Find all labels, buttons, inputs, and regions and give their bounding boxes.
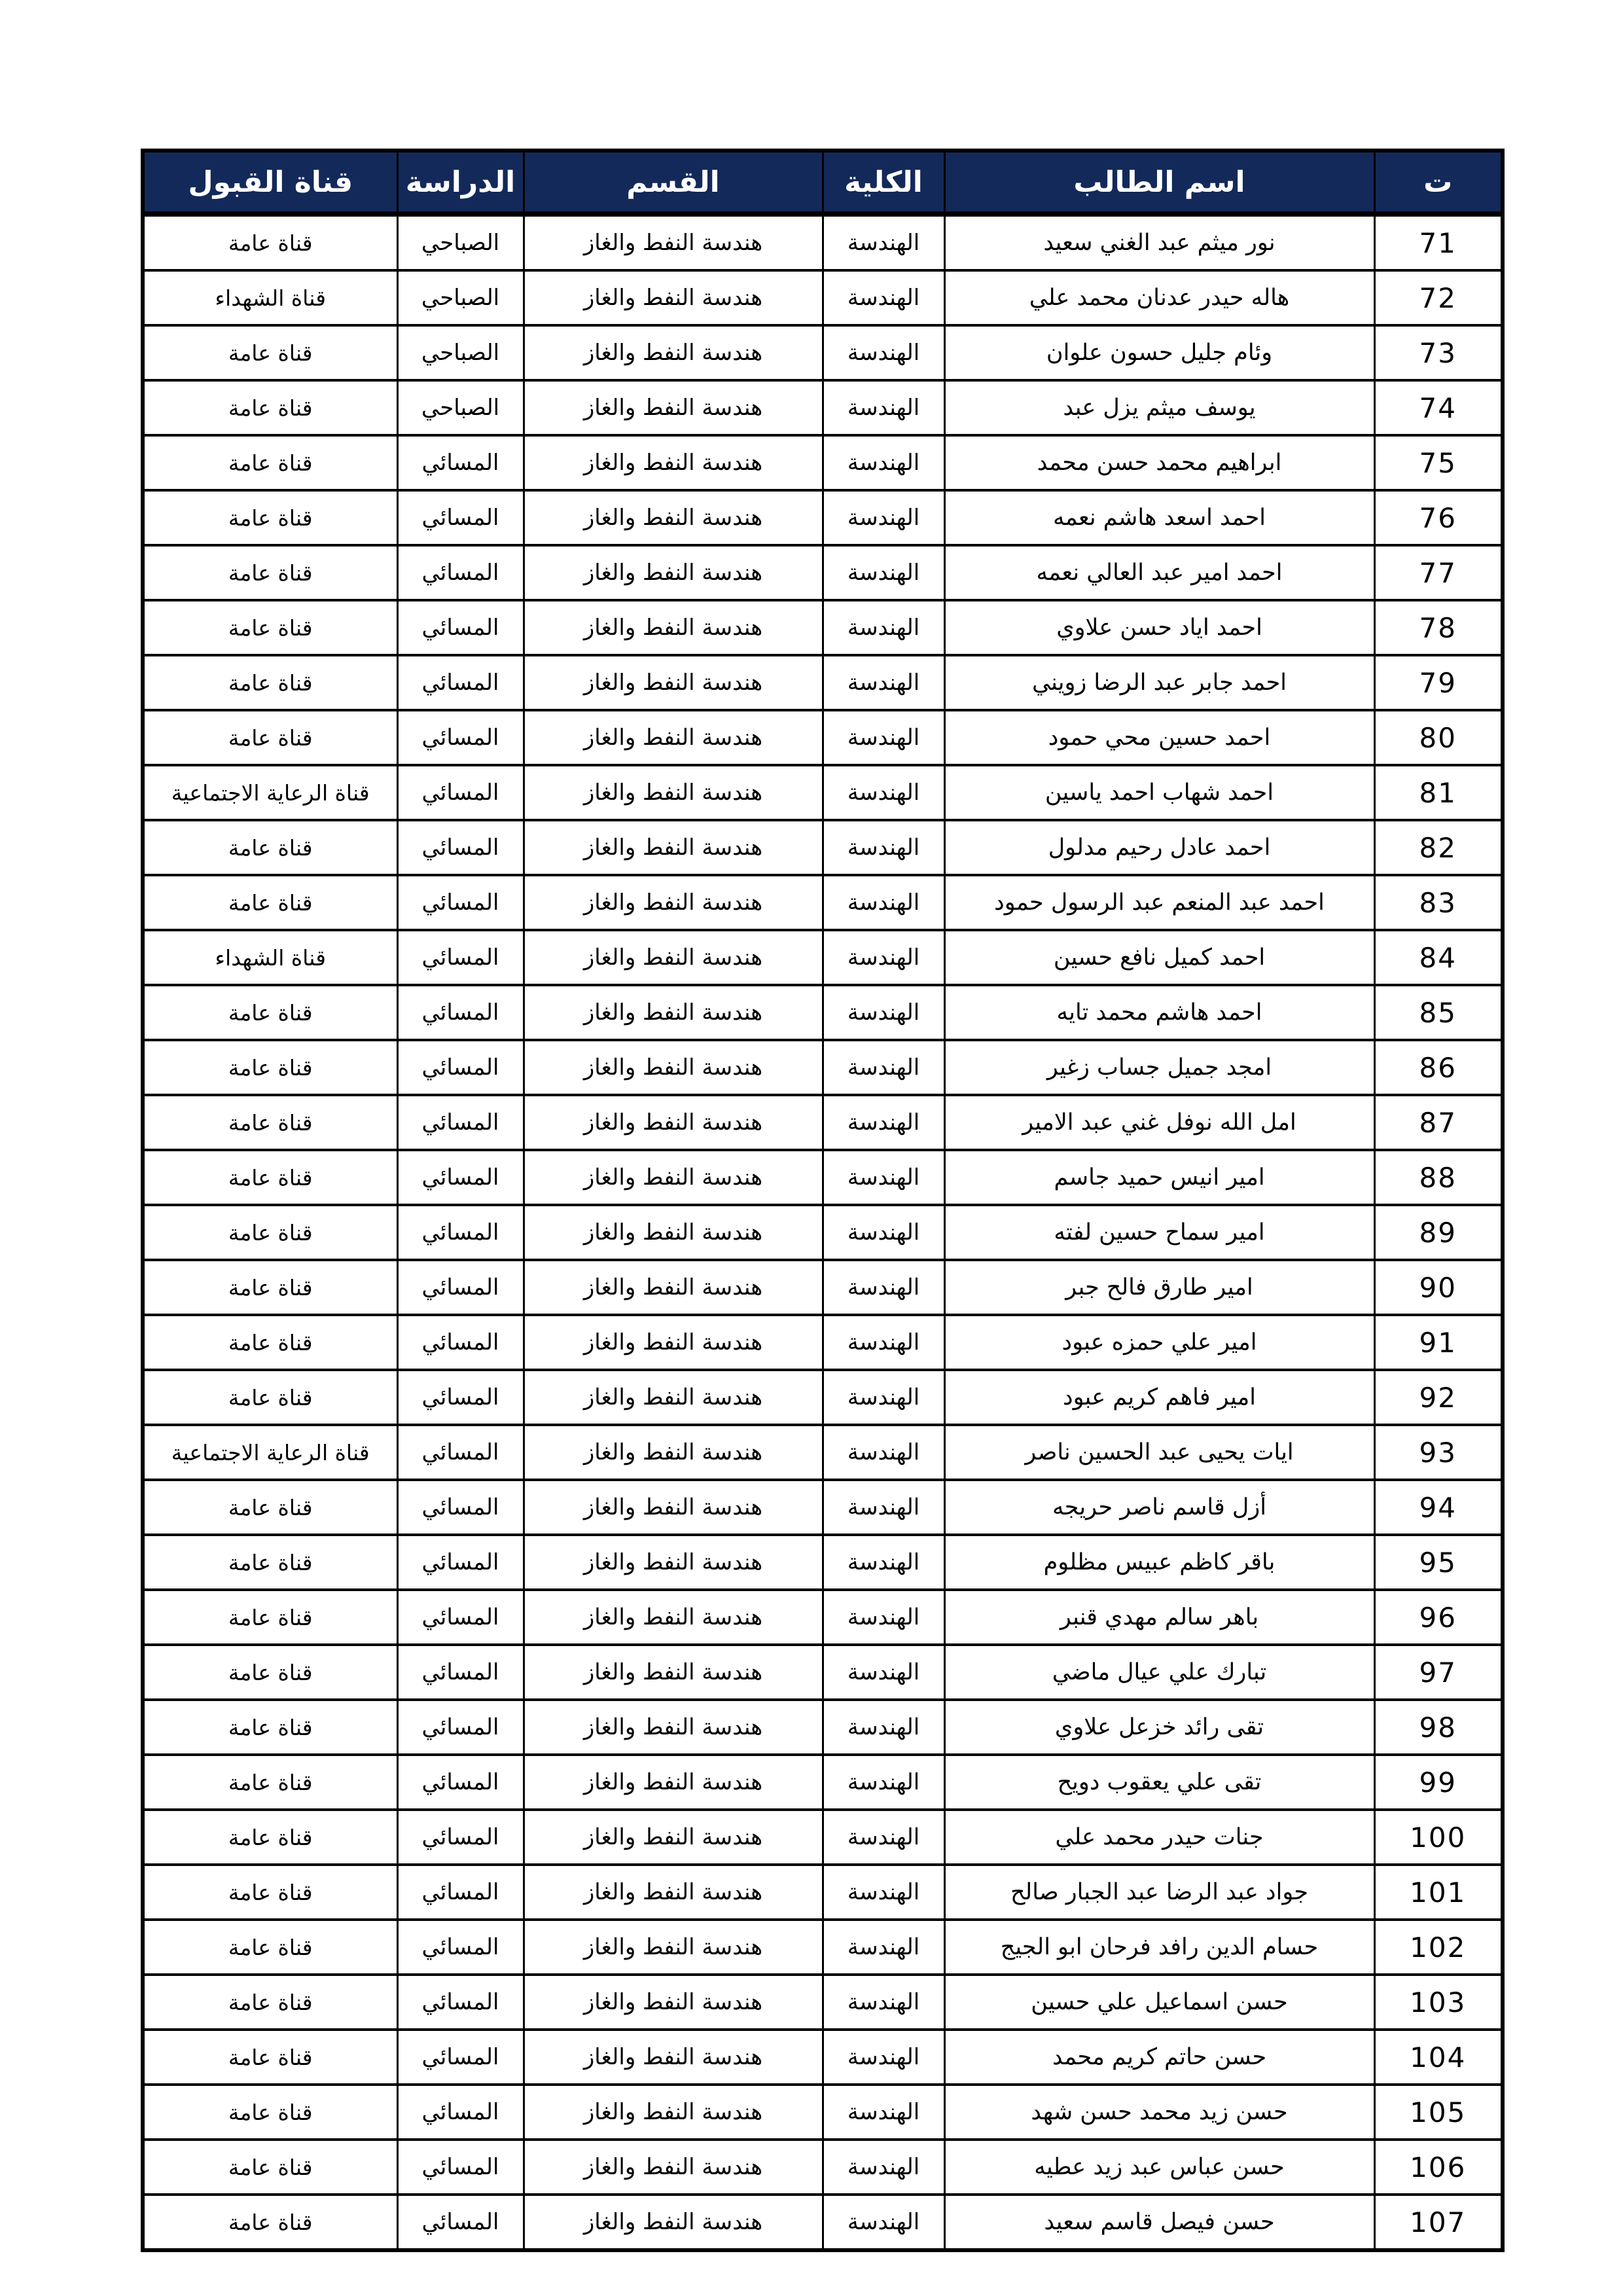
cell-college: الهندسة	[823, 765, 944, 820]
cell-serial: 75	[1374, 435, 1503, 490]
cell-name: باهر سالم مهدي قنبر	[944, 1590, 1374, 1645]
cell-college: الهندسة	[823, 545, 944, 600]
cell-serial: 102	[1374, 1920, 1503, 1975]
cell-study: المسائي	[397, 710, 524, 765]
cell-department: هندسة النفط والغاز	[524, 1095, 823, 1150]
cell-name: احمد جابر عبد الرضا زويني	[944, 655, 1374, 710]
cell-college: الهندسة	[823, 1865, 944, 1920]
cell-department: هندسة النفط والغاز	[524, 1700, 823, 1755]
cell-study: الصباحي	[397, 270, 524, 325]
cell-department: هندسة النفط والغاز	[524, 1260, 823, 1315]
cell-college: الهندسة	[823, 1150, 944, 1205]
cell-name: احمد اياد حسن علاوي	[944, 600, 1374, 655]
cell-department: هندسة النفط والغاز	[524, 435, 823, 490]
cell-study: المسائي	[397, 1040, 524, 1095]
cell-serial: 87	[1374, 1095, 1503, 1150]
cell-channel: قناة عامة	[143, 1590, 397, 1645]
cell-channel: قناة عامة	[143, 2140, 397, 2195]
column-header-name: اسم الطالب	[944, 151, 1374, 214]
cell-department: هندسة النفط والغاز	[524, 710, 823, 765]
column-header-serial: ت	[1374, 151, 1503, 214]
cell-name: حسن زيد محمد حسن شهد	[944, 2085, 1374, 2140]
cell-name: ابراهيم محمد حسن محمد	[944, 435, 1374, 490]
cell-channel: قناة عامة	[143, 325, 397, 380]
cell-study: المسائي	[397, 1920, 524, 1975]
cell-name: احمد عادل رحيم مدلول	[944, 820, 1374, 875]
cell-department: هندسة النفط والغاز	[524, 1040, 823, 1095]
table-row	[143, 1535, 1503, 1590]
cell-college: الهندسة	[823, 1535, 944, 1590]
cell-study: المسائي	[397, 1755, 524, 1810]
cell-college: الهندسة	[823, 1975, 944, 2030]
cell-name: يوسف ميثم يزل عبد	[944, 380, 1374, 435]
cell-college: الهندسة	[823, 930, 944, 985]
cell-serial: 103	[1374, 1975, 1503, 2030]
cell-college: الهندسة	[823, 325, 944, 380]
cell-serial: 89	[1374, 1205, 1503, 1260]
cell-college: الهندسة	[823, 2030, 944, 2085]
cell-college: الهندسة	[823, 1645, 944, 1700]
cell-name: امير سماح حسين لفته	[944, 1205, 1374, 1260]
cell-name: أزل قاسم ناصر حريجه	[944, 1480, 1374, 1535]
cell-serial: 90	[1374, 1260, 1503, 1315]
cell-college: الهندسة	[823, 820, 944, 875]
cell-college: الهندسة	[823, 380, 944, 435]
cell-study: المسائي	[397, 2140, 524, 2195]
cell-study: المسائي	[397, 545, 524, 600]
cell-name: حسن اسماعيل علي حسين	[944, 1975, 1374, 2030]
cell-department: هندسة النفط والغاز	[524, 600, 823, 655]
cell-channel: قناة عامة	[143, 2195, 397, 2250]
column-header-department: القسم	[524, 151, 823, 214]
cell-channel: قناة عامة	[143, 1150, 397, 1205]
cell-channel: قناة عامة	[143, 600, 397, 655]
cell-name: احمد امير عبد العالي نعمه	[944, 545, 1374, 600]
cell-channel: قناة عامة	[143, 545, 397, 600]
cell-department: هندسة النفط والغاز	[524, 2140, 823, 2195]
cell-study: المسائي	[397, 1315, 524, 1370]
cell-name: حسن حاتم كريم محمد	[944, 2030, 1374, 2085]
cell-study: المسائي	[397, 1425, 524, 1480]
cell-name: حسن عباس عبد زيد عطيه	[944, 2140, 1374, 2195]
cell-channel: قناة عامة	[143, 1810, 397, 1865]
cell-serial: 107	[1374, 2195, 1503, 2250]
cell-channel: قناة الشهداء	[143, 270, 397, 325]
cell-serial: 98	[1374, 1700, 1503, 1755]
cell-serial: 106	[1374, 2140, 1503, 2195]
table-row	[143, 765, 1503, 820]
cell-name: امجد جميل جساب زغير	[944, 1040, 1374, 1095]
cell-channel: قناة عامة	[143, 1920, 397, 1975]
cell-channel: قناة عامة	[143, 1865, 397, 1920]
cell-channel: قناة الشهداء	[143, 930, 397, 985]
cell-study: المسائي	[397, 2030, 524, 2085]
cell-department: هندسة النفط والغاز	[524, 930, 823, 985]
column-header-study: الدراسة	[397, 151, 524, 214]
table-row	[143, 1150, 1503, 1205]
cell-serial: 73	[1374, 325, 1503, 380]
cell-study: المسائي	[397, 1260, 524, 1315]
cell-department: هندسة النفط والغاز	[524, 1535, 823, 1590]
cell-name: امير طارق فالح جبر	[944, 1260, 1374, 1315]
cell-serial: 104	[1374, 2030, 1503, 2085]
cell-study: المسائي	[397, 1150, 524, 1205]
table-row	[143, 1260, 1503, 1315]
table-row	[143, 2030, 1503, 2085]
cell-channel: قناة الرعاية الاجتماعية	[143, 1425, 397, 1480]
cell-college: الهندسة	[823, 1095, 944, 1150]
cell-study: المسائي	[397, 1865, 524, 1920]
cell-college: الهندسة	[823, 1590, 944, 1645]
table-row	[143, 1040, 1503, 1095]
table-row	[143, 930, 1503, 985]
table-row	[143, 1700, 1503, 1755]
cell-study: الصباحي	[397, 214, 524, 270]
cell-department: هندسة النفط والغاز	[524, 2085, 823, 2140]
cell-department: هندسة النفط والغاز	[524, 1480, 823, 1535]
cell-study: المسائي	[397, 435, 524, 490]
cell-college: الهندسة	[823, 2195, 944, 2250]
cell-study: المسائي	[397, 600, 524, 655]
cell-serial: 88	[1374, 1150, 1503, 1205]
cell-college: الهندسة	[823, 1370, 944, 1425]
cell-study: المسائي	[397, 490, 524, 545]
cell-name: احمد اسعد هاشم نعمه	[944, 490, 1374, 545]
table-row	[143, 1205, 1503, 1260]
cell-name: ايات يحيى عبد الحسين ناصر	[944, 1425, 1374, 1480]
table-row	[143, 270, 1503, 325]
cell-name: احمد عبد المنعم عبد الرسول حمود	[944, 875, 1374, 930]
table-row	[143, 820, 1503, 875]
cell-department: هندسة النفط والغاز	[524, 1865, 823, 1920]
cell-channel: قناة عامة	[143, 1205, 397, 1260]
cell-college: الهندسة	[823, 1260, 944, 1315]
cell-serial: 99	[1374, 1755, 1503, 1810]
cell-department: هندسة النفط والغاز	[524, 545, 823, 600]
table-row	[143, 1590, 1503, 1645]
cell-channel: قناة عامة	[143, 1095, 397, 1150]
cell-college: الهندسة	[823, 1755, 944, 1810]
cell-serial: 84	[1374, 930, 1503, 985]
table-body	[143, 214, 1503, 2250]
cell-college: الهندسة	[823, 270, 944, 325]
cell-name: امل الله نوفل غني عبد الامير	[944, 1095, 1374, 1150]
table-row	[143, 1645, 1503, 1700]
cell-serial: 81	[1374, 765, 1503, 820]
cell-serial: 83	[1374, 875, 1503, 930]
cell-serial: 101	[1374, 1865, 1503, 1920]
header-row	[143, 151, 1503, 214]
table-row	[143, 380, 1503, 435]
cell-study: الصباحي	[397, 325, 524, 380]
cell-department: هندسة النفط والغاز	[524, 2195, 823, 2250]
table-row	[143, 490, 1503, 545]
table-row	[143, 1095, 1503, 1150]
table-row	[143, 985, 1503, 1040]
cell-serial: 72	[1374, 270, 1503, 325]
cell-college: الهندسة	[823, 1425, 944, 1480]
cell-serial: 82	[1374, 820, 1503, 875]
cell-college: الهندسة	[823, 1315, 944, 1370]
cell-serial: 94	[1374, 1480, 1503, 1535]
cell-study: المسائي	[397, 1645, 524, 1700]
cell-college: الهندسة	[823, 435, 944, 490]
cell-department: هندسة النفط والغاز	[524, 1645, 823, 1700]
cell-channel: قناة عامة	[143, 214, 397, 270]
cell-serial: 78	[1374, 600, 1503, 655]
cell-channel: قناة عامة	[143, 435, 397, 490]
cell-name: نور ميثم عبد الغني سعيد	[944, 214, 1374, 270]
table-row	[143, 2140, 1503, 2195]
table-row	[143, 545, 1503, 600]
cell-channel: قناة عامة	[143, 710, 397, 765]
cell-study: المسائي	[397, 1095, 524, 1150]
cell-channel: قناة عامة	[143, 2085, 397, 2140]
cell-channel: قناة الرعاية الاجتماعية	[143, 765, 397, 820]
cell-department: هندسة النفط والغاز	[524, 1425, 823, 1480]
table-row	[143, 2085, 1503, 2140]
cell-channel: قناة عامة	[143, 820, 397, 875]
cell-department: هندسة النفط والغاز	[524, 2030, 823, 2085]
cell-department: هندسة النفط والغاز	[524, 1590, 823, 1645]
cell-channel: قناة عامة	[143, 1370, 397, 1425]
cell-name: هاله حيدر عدنان محمد علي	[944, 270, 1374, 325]
table-row	[143, 1370, 1503, 1425]
cell-channel: قناة عامة	[143, 490, 397, 545]
cell-serial: 74	[1374, 380, 1503, 435]
cell-college: الهندسة	[823, 875, 944, 930]
cell-college: الهندسة	[823, 1205, 944, 1260]
cell-channel: قناة عامة	[143, 1645, 397, 1700]
table-row	[143, 1865, 1503, 1920]
cell-department: هندسة النفط والغاز	[524, 490, 823, 545]
cell-serial: 86	[1374, 1040, 1503, 1095]
cell-study: المسائي	[397, 1810, 524, 1865]
cell-name: امير علي حمزه عبود	[944, 1315, 1374, 1370]
cell-department: هندسة النفط والغاز	[524, 1810, 823, 1865]
table-row	[143, 710, 1503, 765]
cell-college: الهندسة	[823, 1700, 944, 1755]
cell-study: المسائي	[397, 1480, 524, 1535]
table-row	[143, 1480, 1503, 1535]
cell-serial: 77	[1374, 545, 1503, 600]
cell-college: الهندسة	[823, 985, 944, 1040]
cell-channel: قناة عامة	[143, 1040, 397, 1095]
cell-name: احمد حسين محي حمود	[944, 710, 1374, 765]
cell-name: احمد شهاب احمد ياسين	[944, 765, 1374, 820]
table-row	[143, 1920, 1503, 1975]
cell-serial: 97	[1374, 1645, 1503, 1700]
cell-study: المسائي	[397, 655, 524, 710]
table-row	[143, 325, 1503, 380]
cell-department: هندسة النفط والغاز	[524, 1205, 823, 1260]
table-row	[143, 435, 1503, 490]
table-row	[143, 1810, 1503, 1865]
cell-college: الهندسة	[823, 1920, 944, 1975]
cell-channel: قناة عامة	[143, 1975, 397, 2030]
cell-college: الهندسة	[823, 655, 944, 710]
cell-department: هندسة النفط والغاز	[524, 765, 823, 820]
table-row	[143, 875, 1503, 930]
cell-study: المسائي	[397, 1590, 524, 1645]
cell-department: هندسة النفط والغاز	[524, 380, 823, 435]
cell-name: حسن فيصل قاسم سعيد	[944, 2195, 1374, 2250]
cell-name: احمد هاشم محمد تايه	[944, 985, 1374, 1040]
cell-study: المسائي	[397, 1205, 524, 1260]
cell-name: احمد كميل نافع حسين	[944, 930, 1374, 985]
cell-serial: 95	[1374, 1535, 1503, 1590]
table-row	[143, 2195, 1503, 2250]
cell-name: تقى رائد خزعل علاوي	[944, 1700, 1374, 1755]
cell-name: جواد عبد الرضا عبد الجبار صالح	[944, 1865, 1374, 1920]
cell-name: تبارك علي عيال ماضي	[944, 1645, 1374, 1700]
cell-serial: 80	[1374, 710, 1503, 765]
cell-serial: 85	[1374, 985, 1503, 1040]
table-row	[143, 655, 1503, 710]
cell-serial: 79	[1374, 655, 1503, 710]
cell-study: المسائي	[397, 985, 524, 1040]
cell-serial: 100	[1374, 1810, 1503, 1865]
cell-serial: 91	[1374, 1315, 1503, 1370]
cell-department: هندسة النفط والغاز	[524, 1370, 823, 1425]
cell-study: المسائي	[397, 1975, 524, 2030]
cell-department: هندسة النفط والغاز	[524, 820, 823, 875]
cell-college: الهندسة	[823, 710, 944, 765]
cell-department: هندسة النفط والغاز	[524, 985, 823, 1040]
cell-department: هندسة النفط والغاز	[524, 655, 823, 710]
cell-study: المسائي	[397, 765, 524, 820]
table-row	[143, 214, 1503, 270]
cell-study: المسائي	[397, 875, 524, 930]
cell-channel: قناة عامة	[143, 875, 397, 930]
cell-channel: قناة عامة	[143, 1480, 397, 1535]
table-row	[143, 1425, 1503, 1480]
cell-channel: قناة عامة	[143, 1700, 397, 1755]
cell-channel: قناة عامة	[143, 1315, 397, 1370]
cell-channel: قناة عامة	[143, 655, 397, 710]
cell-college: الهندسة	[823, 2085, 944, 2140]
cell-study: المسائي	[397, 1535, 524, 1590]
cell-serial: 71	[1374, 214, 1503, 270]
cell-college: الهندسة	[823, 1040, 944, 1095]
cell-channel: قناة عامة	[143, 1535, 397, 1590]
cell-department: هندسة النفط والغاز	[524, 1975, 823, 2030]
cell-serial: 92	[1374, 1370, 1503, 1425]
cell-study: المسائي	[397, 1370, 524, 1425]
cell-college: الهندسة	[823, 214, 944, 270]
cell-department: هندسة النفط والغاز	[524, 325, 823, 380]
cell-name: امير فاهم كريم عبود	[944, 1370, 1374, 1425]
cell-college: الهندسة	[823, 600, 944, 655]
cell-name: وئام جليل حسون علوان	[944, 325, 1374, 380]
cell-study: المسائي	[397, 930, 524, 985]
cell-name: جنات حيدر محمد علي	[944, 1810, 1374, 1865]
table-row	[143, 600, 1503, 655]
cell-channel: قناة عامة	[143, 1755, 397, 1810]
cell-department: هندسة النفط والغاز	[524, 1755, 823, 1810]
cell-study: المسائي	[397, 820, 524, 875]
cell-serial: 93	[1374, 1425, 1503, 1480]
cell-department: هندسة النفط والغاز	[524, 1150, 823, 1205]
cell-study: المسائي	[397, 2085, 524, 2140]
cell-college: الهندسة	[823, 1480, 944, 1535]
cell-channel: قناة عامة	[143, 1260, 397, 1315]
cell-name: امير انيس حميد جاسم	[944, 1150, 1374, 1205]
cell-name: باقر كاظم عبيس مظلوم	[944, 1535, 1374, 1590]
cell-name: حسام الدين رافد فرحان ابو الجيج	[944, 1920, 1374, 1975]
cell-college: الهندسة	[823, 1810, 944, 1865]
cell-study: الصباحي	[397, 380, 524, 435]
cell-college: الهندسة	[823, 2140, 944, 2195]
table-header	[143, 151, 1503, 214]
students-table	[141, 149, 1505, 2252]
table-row	[143, 1755, 1503, 1810]
column-header-channel: قناة القبول	[143, 151, 397, 214]
cell-name: تقى علي يعقوب دويح	[944, 1755, 1374, 1810]
cell-department: هندسة النفط والغاز	[524, 1315, 823, 1370]
cell-channel: قناة عامة	[143, 380, 397, 435]
cell-serial: 96	[1374, 1590, 1503, 1645]
cell-department: هندسة النفط والغاز	[524, 214, 823, 270]
column-header-college: الكلية	[823, 151, 944, 214]
cell-department: هندسة النفط والغاز	[524, 875, 823, 930]
cell-channel: قناة عامة	[143, 2030, 397, 2085]
cell-serial: 105	[1374, 2085, 1503, 2140]
cell-study: المسائي	[397, 1700, 524, 1755]
table-row	[143, 1315, 1503, 1370]
cell-department: هندسة النفط والغاز	[524, 270, 823, 325]
table-row	[143, 1975, 1503, 2030]
cell-college: الهندسة	[823, 490, 944, 545]
cell-study: المسائي	[397, 2195, 524, 2250]
cell-department: هندسة النفط والغاز	[524, 1920, 823, 1975]
cell-serial: 76	[1374, 490, 1503, 545]
cell-channel: قناة عامة	[143, 985, 397, 1040]
